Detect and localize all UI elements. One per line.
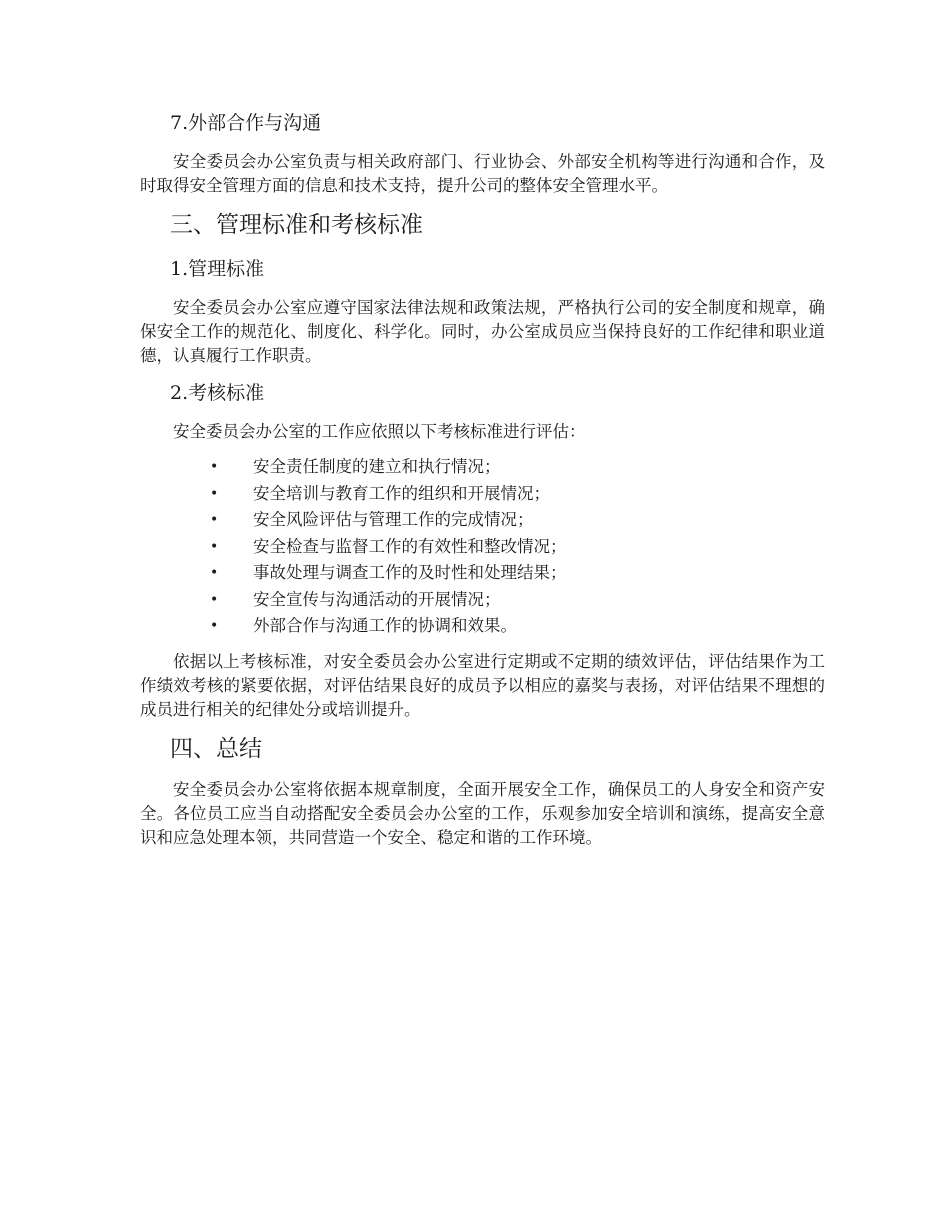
list-item-text: 安全培训与教育工作的组织和开展情况； <box>253 483 550 503</box>
subsection-heading-management-standard: 1.管理标准 <box>170 258 265 280</box>
list-item-text: 外部合作与沟通工作的协调和效果。 <box>253 616 517 635</box>
section-heading-external-cooperation: 7.外部合作与沟通 <box>170 112 322 134</box>
paragraph-assessment-evaluation: 依据以上考核标准，对安全委员会办公室进行定期或不定期的绩效评估，评估结果作为工作绩效考核的紧要依据，对评估结果良好的成员予以相应的嘉奖与表扬，对评估结果不理想的成员进行相关的纪律处分或培训提升。 <box>140 651 825 719</box>
list-item-text: 事故处理与调查工作的及时性和处理结果； <box>253 563 567 582</box>
list-item-text: 安全责任制度的建立和执行情况； <box>253 457 501 476</box>
list-item <box>140 560 825 587</box>
bullet-icon: • <box>210 591 219 608</box>
subsection-heading-assessment-standard: 2.考核标准 <box>170 382 265 404</box>
section-heading-summary: 四、总结 <box>170 735 262 762</box>
section-heading-standards: 三、管理标准和考核标准 <box>170 212 423 238</box>
list-item-text: 安全检查与监督工作的有效性和整改情况； <box>253 536 567 556</box>
bullet-icon: • <box>210 618 219 634</box>
list-item-text: 安全风险评估与管理工作的完成情况； <box>253 510 534 529</box>
bullet-icon: • <box>210 459 219 475</box>
assessment-criteria-list <box>140 454 825 640</box>
list-item <box>140 613 825 640</box>
paragraph-summary: 安全委员会办公室将依据本规章制度，全面开展安全工作，确保员工的人身安全和资产安全。各位员工应当自动搭配安全委员会办公室的工作，乐观参加安全培训和演练，提高安全意识和应急处理本领，共同营造一个安全、稳定和谐的工作环境。 <box>140 779 825 847</box>
list-item <box>140 534 825 561</box>
list-item <box>140 587 825 614</box>
paragraph-assessment-intro: 安全委员会办公室的工作应依照以下考核标准进行评估： <box>173 422 586 441</box>
paragraph-external-cooperation: 安全委员会办公室负责与相关政府部门、行业协会、外部安全机构等进行沟通和合作，及时取得安全管理方面的信息和技术支持，提升公司的整体安全管理水平。 <box>140 152 825 195</box>
list-item <box>140 481 825 508</box>
bullet-icon: • <box>210 485 219 502</box>
bullet-icon: • <box>210 512 219 528</box>
list-item <box>140 507 825 534</box>
paragraph-management-standard: 安全委员会办公室应遵守国家法律法规和政策法规，严格执行公司的安全制度和规章，确保安全工作的规范化、制度化、科学化。同时，办公室成员应当保持良好的工作纪律和职业道德，认真履行工作职责。 <box>140 298 825 365</box>
bullet-icon: • <box>210 565 219 581</box>
list-item-text: 安全宣传与沟通活动的开展情况； <box>253 589 501 609</box>
bullet-icon: • <box>210 538 219 555</box>
list-item <box>140 454 825 481</box>
document-body <box>140 108 825 860</box>
